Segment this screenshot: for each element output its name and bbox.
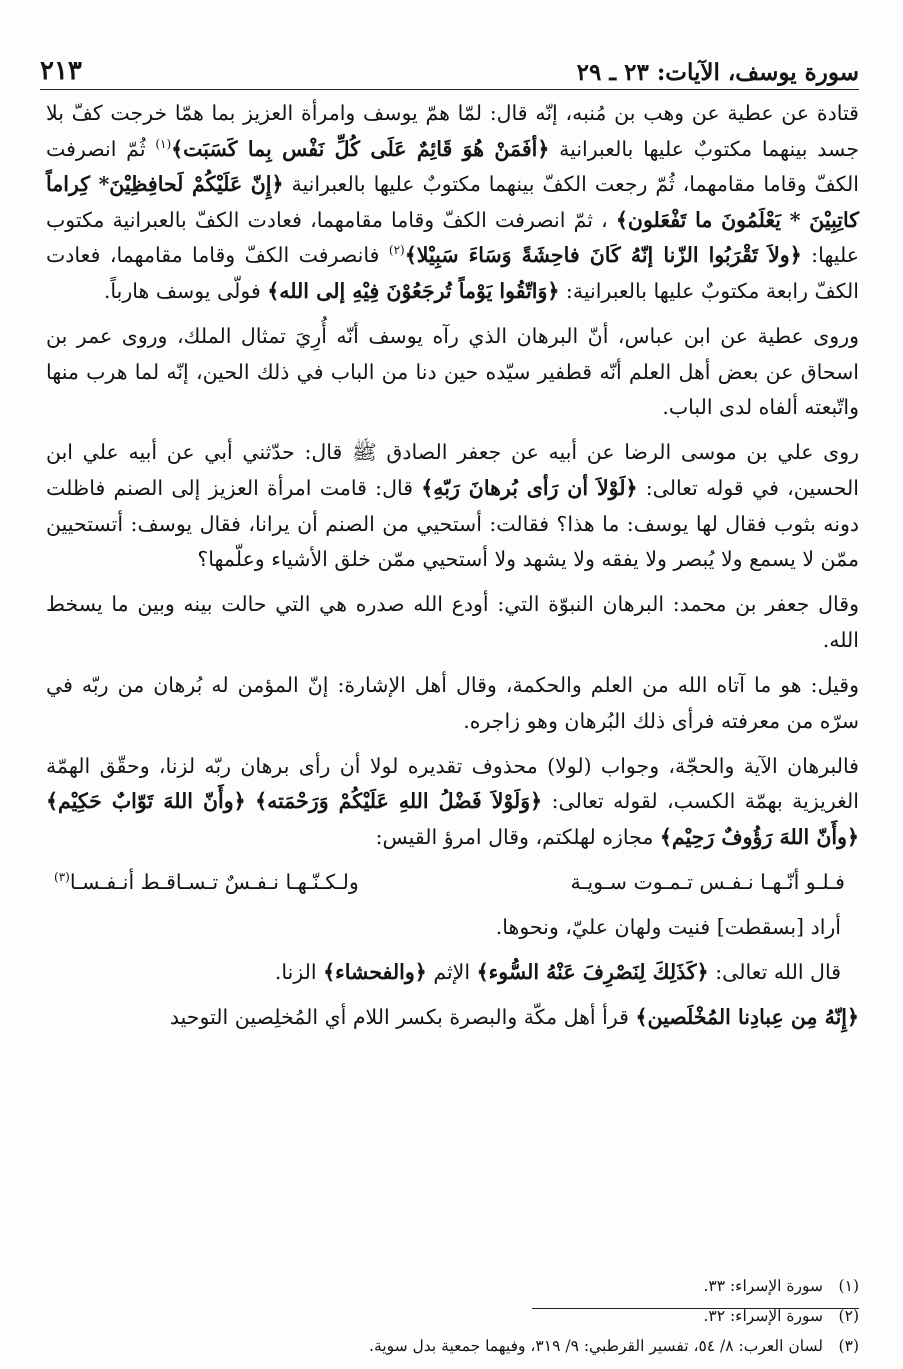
verse-hemistich-2: [54, 865, 359, 901]
paragraph-3: [46, 435, 859, 577]
quran-quote: ﴿أفَمَنْ هُوَ قَائِمٌ عَلَى كُلِّ نَفْس بِما كَسَبَت﴾: [171, 136, 550, 161]
quran-quote: ﴿والفحشاء﴾: [323, 960, 427, 985]
text: قرأ أهل مكّة والبصرة بكسر اللام أي المُخلِصين التوحيد: [169, 1005, 636, 1030]
quran-quote: ﴿كَذَلِكَ لِنَصْرِفَ عَنْهُ السُّوء﴾: [476, 960, 709, 985]
footnote-number: (١): [838, 1277, 859, 1295]
quran-quote: ﴿ولاَ تَقْرَبُوا الزّنا إنّهُ كَانَ فاحِشَةً وَسَاءَ سَبِيْلا﴾: [404, 243, 802, 268]
text: قال: قامت امرأة العزيز إلى الصنم فاظلت دونه بثوب فقال لها يوسف: ما هذا؟ فقالت: أستحيي من الصنم أن يرانا، فقال يوسف: أتستحيين ممّن لا يسمع ولا يُبصر ولا يفقه ولا يشهد ولا أستحيي ممّن خلق الأشياء وعلّمها؟: [46, 475, 859, 572]
header-rule: [40, 89, 859, 90]
paragraph-2: وروى عطية عن ابن عباس، أنّ البرهان الذي رآه يوسف أنّه أُرِيَ تمثال الملك، وروى عمر بن اسحاق عن بعض أهل العلم أنّه قطفير سيّده حين دنا من الباب في ذلك الحين، إنّه لما هرب منها واتّبعته ألفاه لدى الباب.: [46, 324, 859, 420]
paragraph-6: [46, 749, 859, 856]
footnote-ref-2: (٢): [388, 243, 405, 258]
running-title: سورة يوسف، الآيات: ٢٣ ـ ٢٩: [576, 59, 859, 86]
footnote-number: (٣): [838, 1337, 859, 1355]
paragraph-9: [46, 1000, 859, 1036]
text: الإثم: [426, 960, 477, 985]
verse-hemistich-1: فـلـو أنّـهـا نـفـس تـمـوت سـويـة: [570, 869, 845, 894]
paragraph-7: أراد [بسقطت] فنيت ولهان عليّ، ونحوها.: [495, 914, 841, 939]
quran-quote: ﴿وأَنّ اللهَ رَؤُوفٌ رَحِيْم﴾: [659, 824, 859, 849]
footnote-text: لسان العرب: ٨/ ٥٤، تفسير القرطبي: ٩/ ٣١٩، وفيهما جمعية بدل سوية.: [369, 1337, 823, 1355]
paragraph-8: [46, 955, 859, 991]
footnote-text: سورة الإسراء: ٣٢.: [703, 1307, 823, 1325]
text: مجازه لهلكتم، وقال امرؤ القيس:: [375, 824, 660, 849]
quran-quote: ﴿إِنّ عَلَيْكُمْ لَحافِظِيْنَ* كِراماً كاتِبِيْنَ * يَعْلَمُونَ ما تَفْعَلون﴾: [46, 172, 859, 232]
text: روى علي بن موسى الرضا عن أبيه عن جعفر الصادق ﷺ قال: حدّثني أبي عن أبيه علي ابن الحسين، في قوله تعالى:: [46, 440, 859, 500]
text: فالبرهان الآية والحجّة، وجواب (لولا) محذوف تقديره لولا أن رأى برهان ربّه لزنا، وحقّق الهمّة الغريزية بهمّة الكسب، لقوله تعالى:: [46, 753, 859, 814]
page-number: ٢١٣: [40, 56, 82, 86]
footnote-3: [46, 1331, 859, 1361]
text: فانصرفت الكفّ وقاما مقامهما، فعادت الكفّ رابعة مكتوبٌ عليها بالعبرانية:: [46, 243, 859, 303]
text: ثُمّ انصرفت الكفّ وقاما مقامهما، ثُمّ رجعت الكفّ بينهما مكتوبٌ عليها بالعبرانية: [46, 136, 859, 197]
footnote-ref-3: (٣): [54, 870, 70, 885]
quran-quote: ﴿إِنّهُ مِن عِبادِنا المُخْلَصين﴾: [635, 1005, 859, 1030]
text: قتادة عن عطية عن وهب بن مُنبه، إنّه قال: لمّا همّ يوسف وامرأة العزيز بما همّا خرجت كفّ بلا جسد بينهما مكتوبٌ عليها بالعبرانية: [46, 101, 860, 161]
footnote-ref-1: (١): [155, 136, 172, 151]
poetry-verse: [46, 865, 859, 901]
quran-quote: ﴿وَلَوْلاَ فَضْلُ اللهِ عَلَيْكُمْ وَرَحْمَته﴾: [255, 789, 543, 814]
paragraph-1: [46, 96, 859, 310]
footnote-text: سورة الإسراء: ٣٣.: [703, 1277, 823, 1295]
paragraph-5: وقيل: هو ما آتاه الله من العلم والحكمة، وقال أهل الإشارة: إنّ المؤمن له بُرهان من ربّه في سرّه من معرفته فرأى ذلك البُرهان وهو زاجره.: [46, 672, 859, 733]
footnote-1: [46, 1271, 859, 1301]
text: الزنا.: [274, 960, 324, 985]
footnote-2: [46, 1301, 859, 1331]
footnotes: [46, 1271, 859, 1361]
text: [246, 789, 255, 813]
main-text: [46, 96, 859, 1036]
verse-text: ولـكـنّـهـا نـفـسٌ تـسـاقـط أنـفـسـا: [69, 869, 359, 894]
quran-quote: ﴿وأَنّ اللهَ تَوّابٌ حَكِيْم﴾: [46, 789, 246, 814]
text: قال الله تعالى:: [708, 960, 841, 985]
footnote-number: (٢): [838, 1307, 859, 1325]
text: ، ثمّ انصرفت الكفّ وقاما مقامهما، فعادت الكفّ بالعبرانية مكتوب عليها:: [46, 207, 859, 268]
page-header: [40, 38, 859, 86]
quran-quote: ﴿وَاتّقُوا يَوْماً تُرجَعُوْنَ فِيْهِ إلى الله﴾: [267, 278, 560, 303]
text: فولّى يوسف هارباً.: [103, 278, 268, 303]
paragraph-4: وقال جعفر بن محمد: البرهان النبوّة التي: أودع الله صدره هي التي حالت بينه وبين ما يسخط الله.: [46, 592, 859, 652]
quran-quote: ﴿لَوْلاَ أن رَأى بُرهانَ رَبّهِ﴾: [421, 475, 638, 500]
